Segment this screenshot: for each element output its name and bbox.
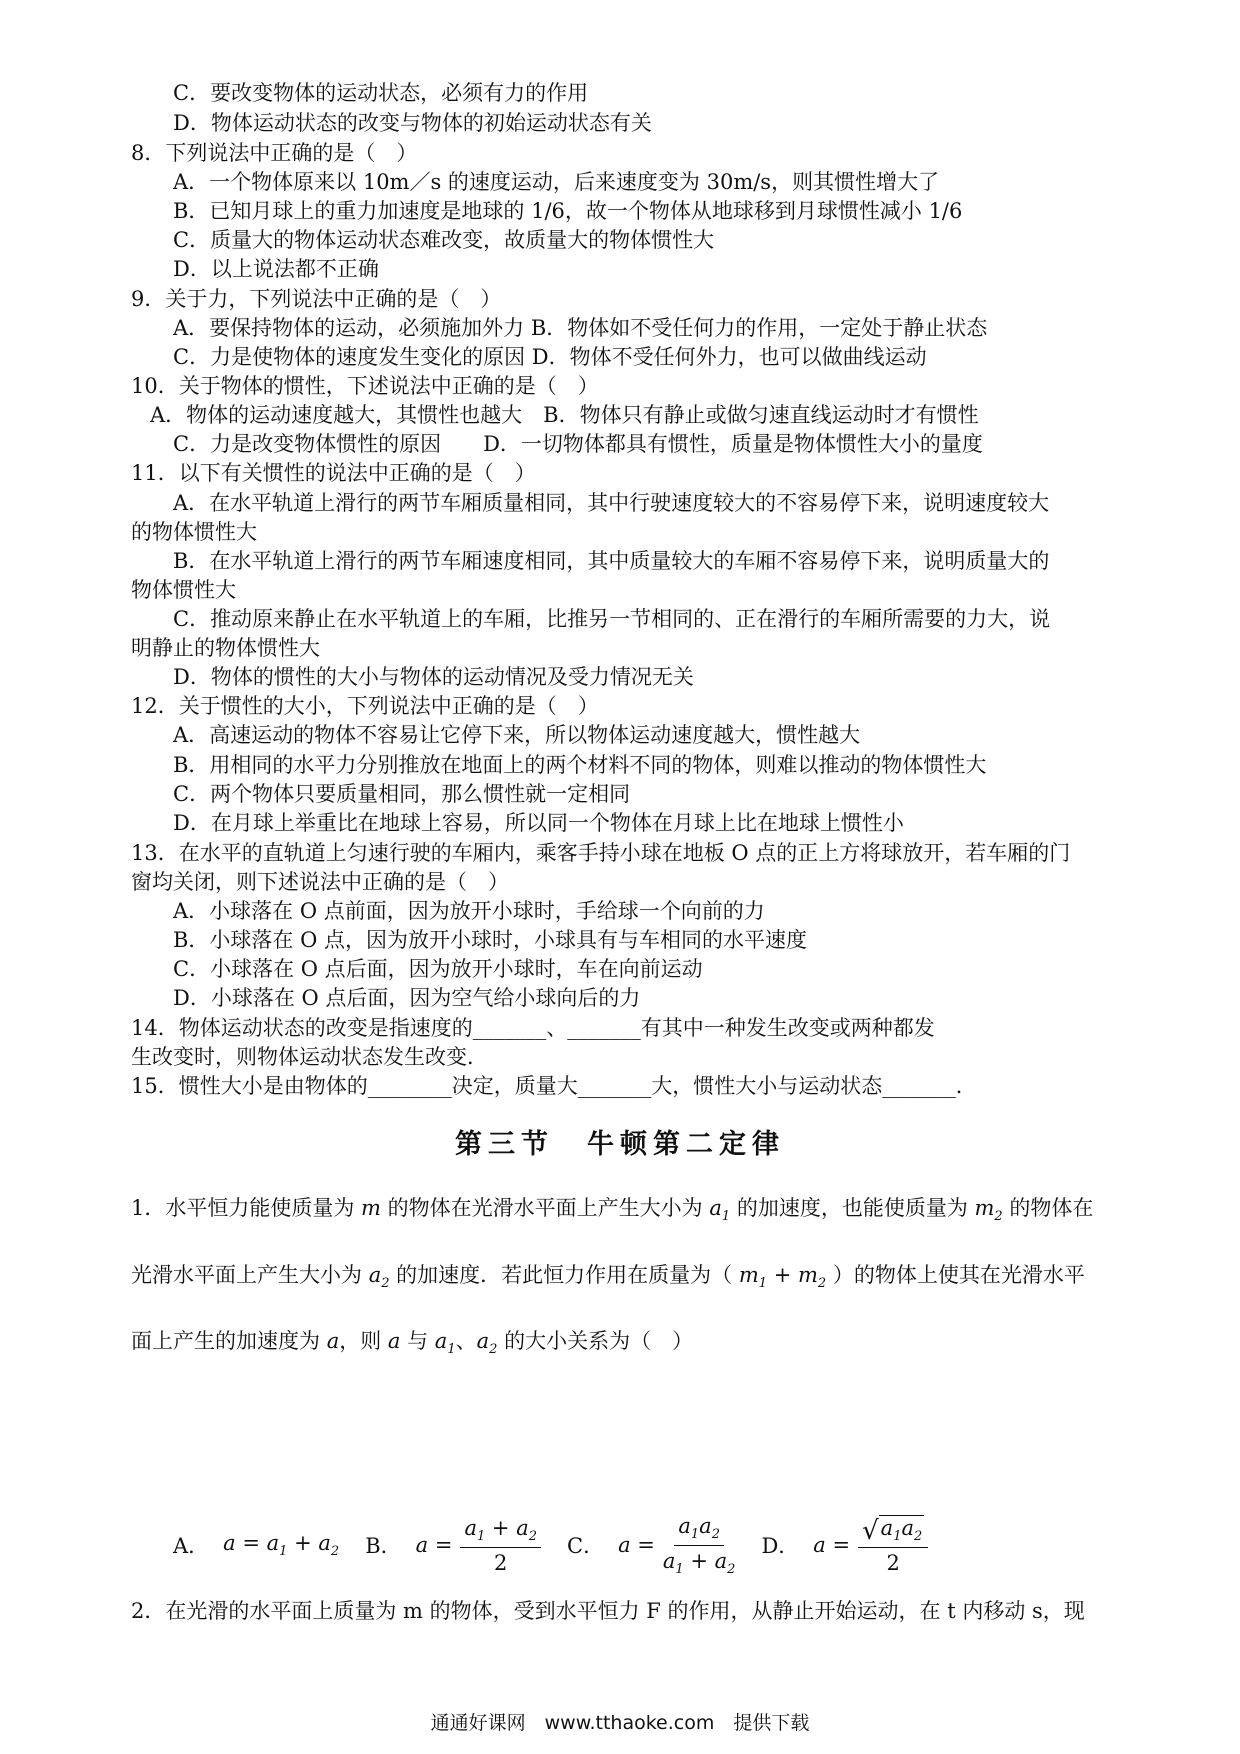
question-text: 11．以下有关惯性的说法中正确的是（ ） xyxy=(131,461,536,485)
option-text: C．力是改变物体惯性的原因 D．一切物体都具有惯性，质量是物体惯性大小的量度 xyxy=(173,432,983,456)
q1-line-3: 面上产生的加速度为 a，则 a 与 $a_1$、$a_2$ 的大小关系为（ ） xyxy=(131,1329,694,1357)
option-text: C．小球落在 O 点后面，因为放开小球时，车在向前运动 xyxy=(173,957,703,981)
option-d: D． a = √ $a_1a_2$ 2 xyxy=(761,1515,928,1575)
question-text: 9．关于力，下列说法中正确的是（ ） xyxy=(131,287,502,311)
option-text: 明静止的物体惯性大 xyxy=(131,636,320,660)
option-a: A． $a = a_1 + a_2$ xyxy=(173,1531,340,1559)
option-text: 的物体惯性大 xyxy=(131,520,257,544)
option-text: 物体惯性大 xyxy=(131,578,236,602)
option-text: A．高速运动的物体不容易让它停下来，所以物体运动速度越大，惯性越大 xyxy=(173,723,861,747)
option-text: C．两个物体只要质量相同，那么惯性就一定相同 xyxy=(173,782,631,806)
fraction: √ $a_1a_2$ 2 xyxy=(858,1515,928,1575)
fraction: $\frac{a_1 + a_2}{2}$ xyxy=(460,1516,541,1575)
option-text: D．物体运动状态的改变与物体的初始运动状态有关 xyxy=(173,111,652,135)
section-title: 第三节 牛顿第二定律 xyxy=(455,1129,785,1160)
option-text: C．要改变物体的运动状态，必须有力的作用 xyxy=(173,81,589,105)
option-text: D．以上说法都不正确 xyxy=(173,257,379,281)
option-text: B．已知月球上的重力加速度是地球的 1/6，故一个物体从地球移到月球惯性减小 1/6 xyxy=(173,199,963,223)
fill-blank-question: 生改变时，则物体运动状态发生改变． xyxy=(131,1045,488,1069)
option-text: D．在月球上举重比在地球上容易，所以同一个物体在月球上比在地球上惯性小 xyxy=(173,811,904,835)
fraction: $\frac{a_1a_2}{a_1 + a_2}$ xyxy=(662,1513,736,1577)
q1-options xyxy=(173,1510,954,1580)
option-text: D．小球落在 O 点后面，因为空气给小球向后的力 xyxy=(173,986,641,1010)
option-text: C．质量大的物体运动状态难改变，故质量大的物体惯性大 xyxy=(173,228,715,252)
option-text: B．用相同的水平力分别推放在地面上的两个材料不同的物体，则难以推动的物体惯性大 xyxy=(173,753,987,777)
question-text: 2．在光滑的水平面上质量为 m 的物体，受到水平恒力 F 的作用，从静止开始运动，在 t 内移动 s，现 xyxy=(131,1599,1085,1623)
option-c: C． a = $\frac{a_1a_2}{a_1 + a_2}$ xyxy=(567,1513,736,1577)
option-text: B．在水平轨道上滑行的两节车厢速度相同，其中质量较大的车厢不容易停下来，说明质量大的 xyxy=(173,549,1050,573)
option-text: A．物体的运动速度越大，其惯性也越大 B．物体只有静止或做匀速直线运动时才有惯性 xyxy=(150,403,979,427)
option-b: B． a = $\frac{a_1 + a_2}{2}$ xyxy=(365,1516,541,1575)
option-text: B．小球落在 O 点，因为放开小球时，小球具有与车相同的水平速度 xyxy=(173,928,807,952)
question-text: 10．关于物体的惯性，下述说法中正确的是（ ） xyxy=(131,374,599,398)
question-text: 窗均关闭，则下述说法中正确的是（ ） xyxy=(131,870,509,894)
question-text: 13．在水平的直轨道上匀速行驶的车厢内，乘客手持小球在地板 O 点的正上方将球放开，若车厢的门 xyxy=(131,841,1071,865)
option-text: A．在水平轨道上滑行的两节车厢质量相同，其中行驶速度较大的不容易停下来，说明速度较大 xyxy=(173,491,1050,515)
footer-text: 通通好课网 www.tthaoke.com 提供下载 xyxy=(430,1712,810,1734)
option-text: A．一个物体原来以 10m／s 的速度运动，后来速度变为 30m/s，则其惯性增大了 xyxy=(173,170,940,194)
q1-line-1: 1．水平恒力能使质量为 m 的物体在光滑水平面上产生大小为 $a_1$ 的加速度，也能使质量为 $m_2$ 的物体在 xyxy=(131,1196,1094,1224)
question-text: 8．下列说法中正确的是（ ） xyxy=(131,141,418,165)
option-text: C．力是使物体的速度发生变化的原因 D．物体不受任何外力，也可以做曲线运动 xyxy=(173,345,927,369)
option-text: A．小球落在 O 点前面，因为放开小球时，手给球一个向前的力 xyxy=(173,899,765,923)
q1-line-2: 光滑水平面上产生大小为 $a_2$ 的加速度．若此恒力作用在质量为（ $m_1 + m_2$ ）的物体上使其在光滑水平 xyxy=(131,1263,1085,1291)
option-text: C．推动原来静止在水平轨道上的车厢，比推另一节相同的、正在滑行的车厢所需要的力大，说 xyxy=(173,607,1051,631)
fill-blank-question: 14．物体运动状态的改变是指速度的_______、_______有其中一种发生改变或两种都发 xyxy=(131,1016,935,1040)
fill-blank-question: 15．惯性大小是由物体的________决定，质量大_______大，惯性大小与运动状态_______． xyxy=(131,1074,977,1098)
sqrt-symbol: √ $a_1a_2$ xyxy=(862,1516,923,1546)
option-text: A．要保持物体的运动，必须施加外力 B．物体如不受任何力的作用，一定处于静止状态 xyxy=(173,316,988,340)
option-text: D．物体的惯性的大小与物体的运动情况及受力情况无关 xyxy=(173,665,694,689)
question-text: 12．关于惯性的大小，下列说法中正确的是（ ） xyxy=(131,694,599,718)
